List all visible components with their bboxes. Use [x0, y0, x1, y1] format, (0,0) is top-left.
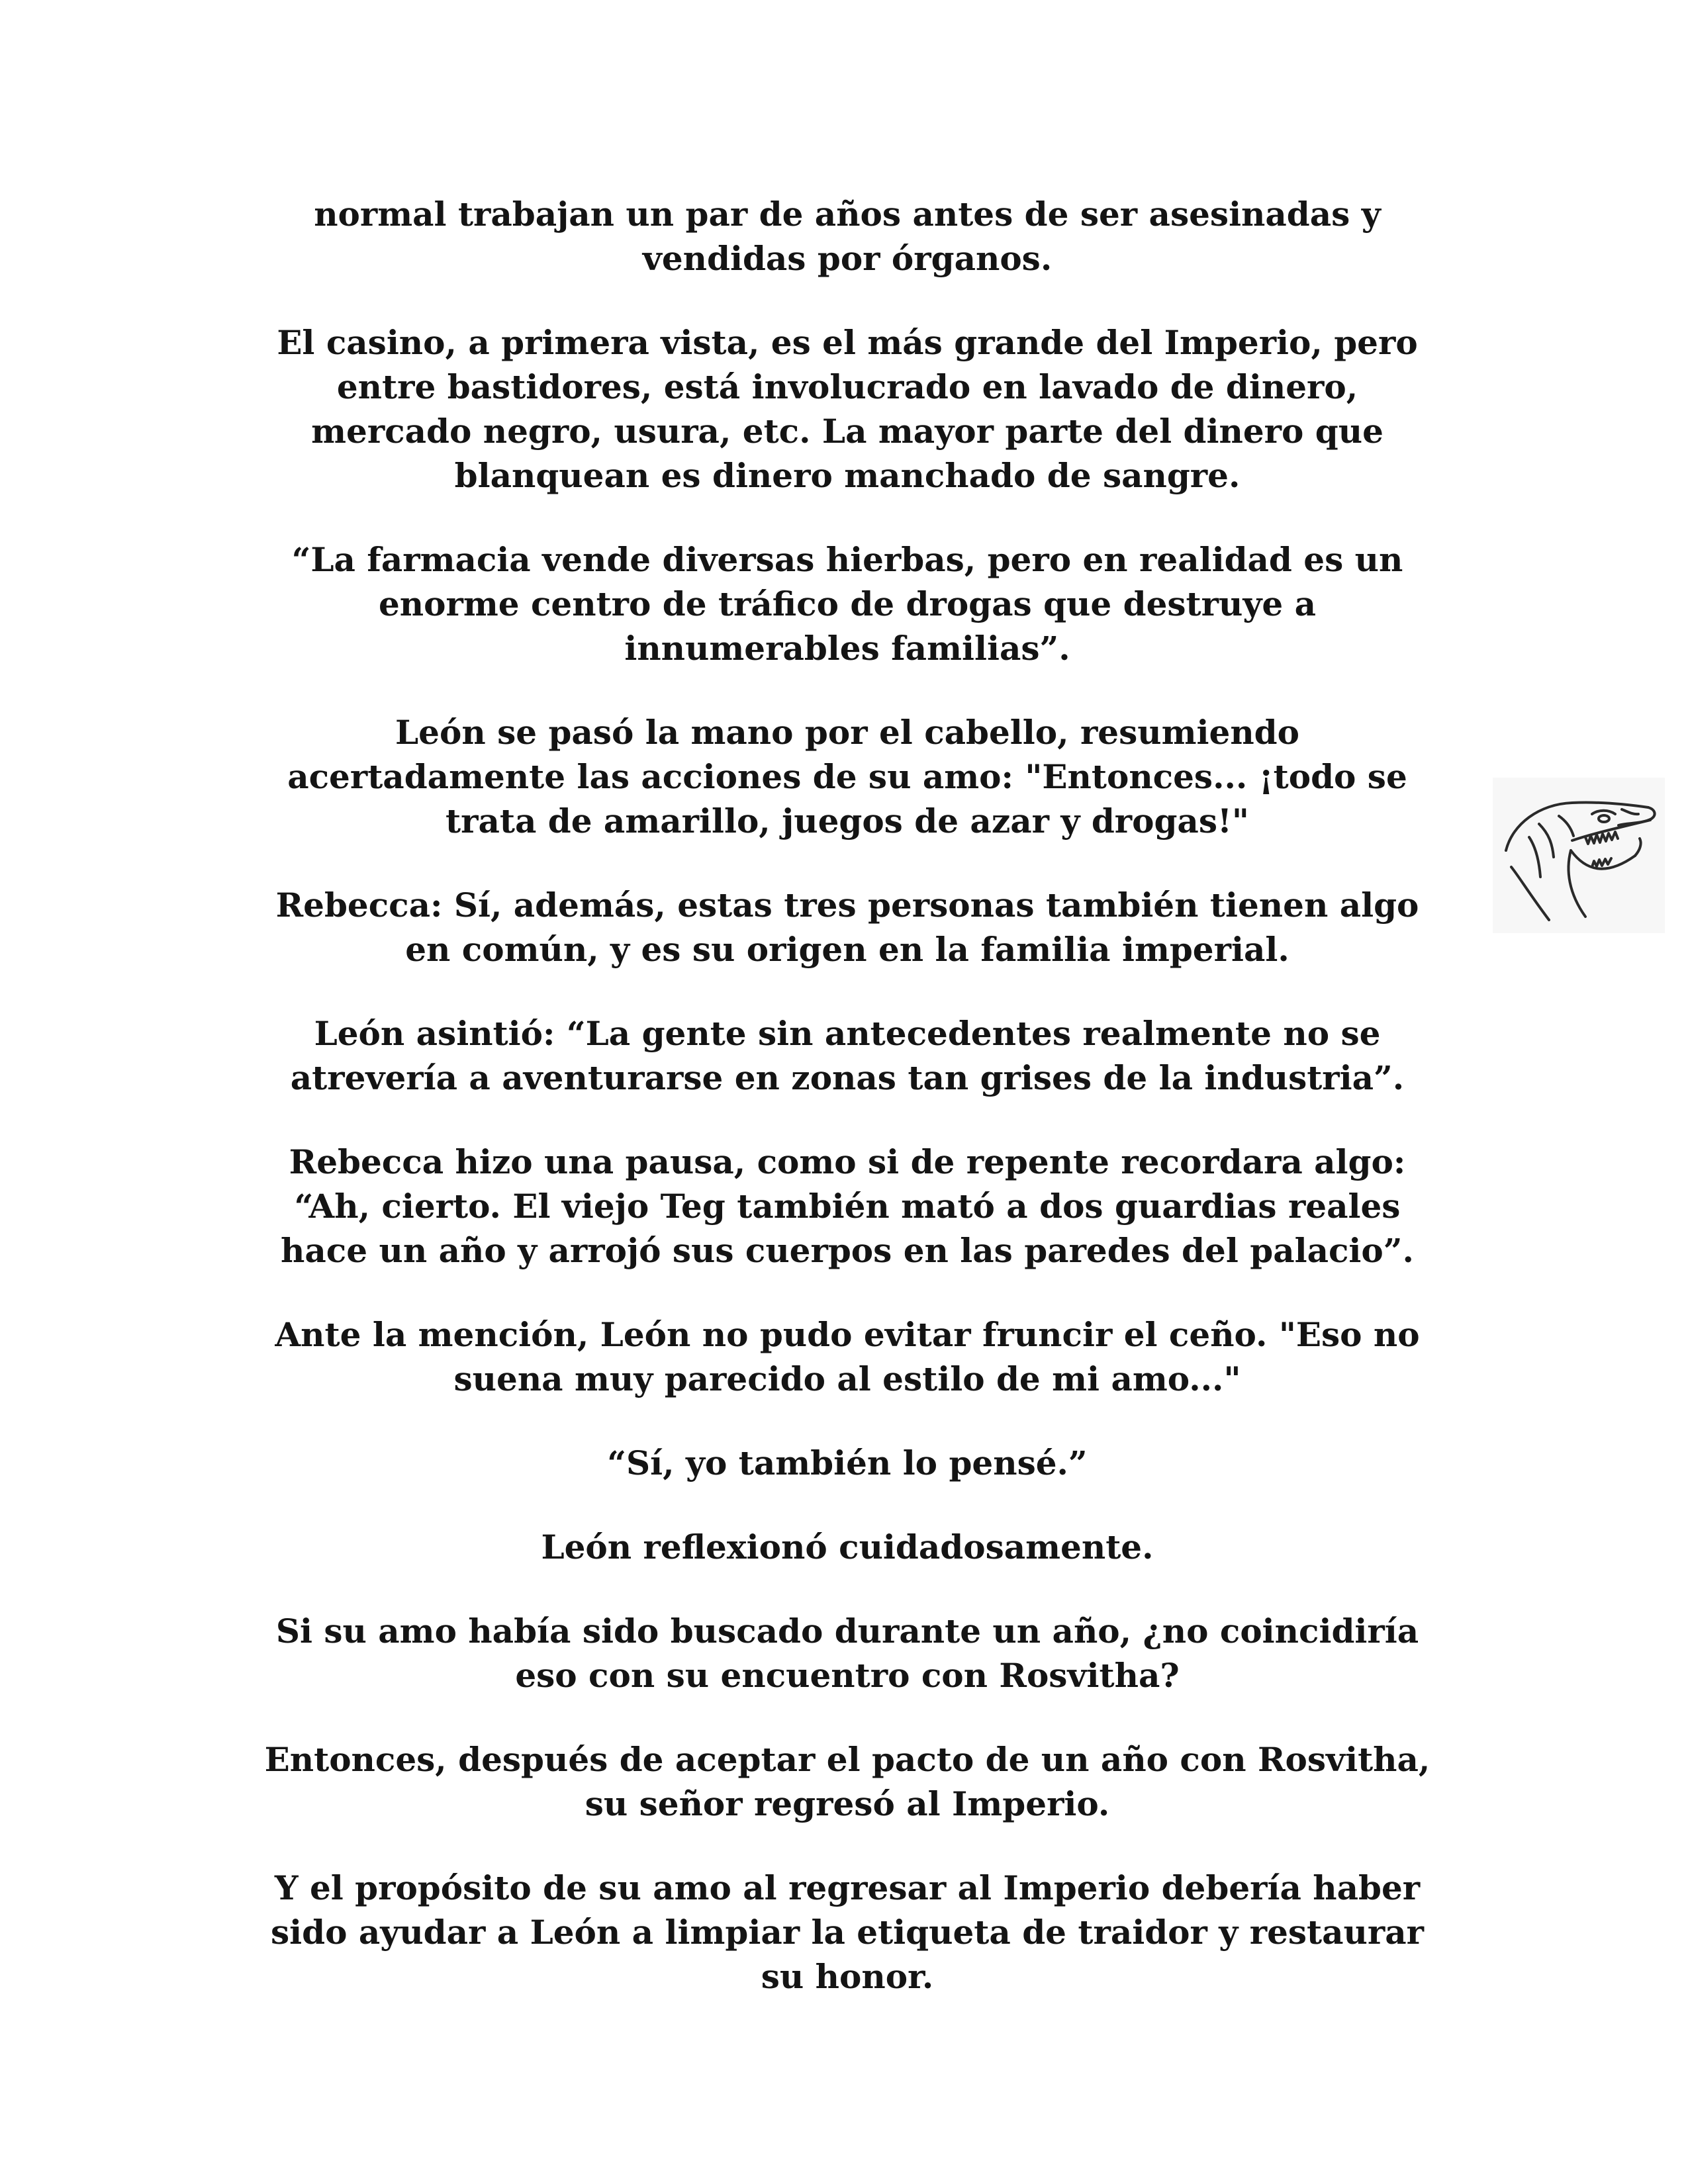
paragraph: Rebecca: Sí, además, estas tres personas también tienen algo en común, y es su origen en la familia imperial.	[275, 886, 1419, 969]
paragraph: Ante la mención, León no pudo evitar fruncir el ceño. "Eso no suena muy parecido al estilo de mi amo..."	[275, 1315, 1420, 1398]
paragraph: Rebecca hizo una pausa, como si de repente recordara algo: “Ah, cierto. El viejo Teg también mató a dos guardias reales hace un año y arrojó sus cuerpos en las paredes del palacio”.	[281, 1142, 1414, 1270]
paragraph: “La farmacia vende diversas hierbas, pero en realidad es un enorme centro de tráfico de drogas que destruye a innumerables familias”.	[291, 540, 1403, 668]
paragraph: El casino, a primera vista, es el más grande del Imperio, pero entre bastidores, está involucrado en lavado de dinero, mercado negro, usura, etc. La mayor parte del dinero que blanquean es dinero manchado de sangre.	[277, 323, 1418, 495]
body-text	[218, 192, 1476, 2038]
paragraph: Entonces, después de aceptar el pacto de un año con Rosvitha, su señor regresó al Imperio.	[264, 1740, 1430, 1823]
paragraph: normal trabajan un par de años antes de ser asesinadas y vendidas por órganos.	[314, 195, 1381, 278]
paragraph: León se pasó la mano por el cabello, resumiendo acertadamente las acciones de su amo: "Entonces... ¡todo se trata de amarillo, juegos de azar y drogas!"	[287, 713, 1407, 841]
paragraph: León asintió: “La gente sin antecedentes realmente no se atrevería a aventurarse en zonas tan grises de la industria”.	[290, 1014, 1405, 1097]
dinosaur-head-icon	[1493, 778, 1665, 933]
paragraph: “Sí, yo también lo pensé.”	[607, 1443, 1088, 1482]
paragraph: Y el propósito de su amo al regresar al Imperio debería haber sido ayudar a León a limpiar la etiqueta de traidor y restaurar su honor.	[271, 1868, 1424, 1996]
paragraph: León reflexionó cuidadosamente.	[541, 1527, 1154, 1567]
paragraph: Si su amo había sido buscado durante un año, ¿no coincidiría eso con su encuentro con Rosvitha?	[275, 1612, 1419, 1695]
